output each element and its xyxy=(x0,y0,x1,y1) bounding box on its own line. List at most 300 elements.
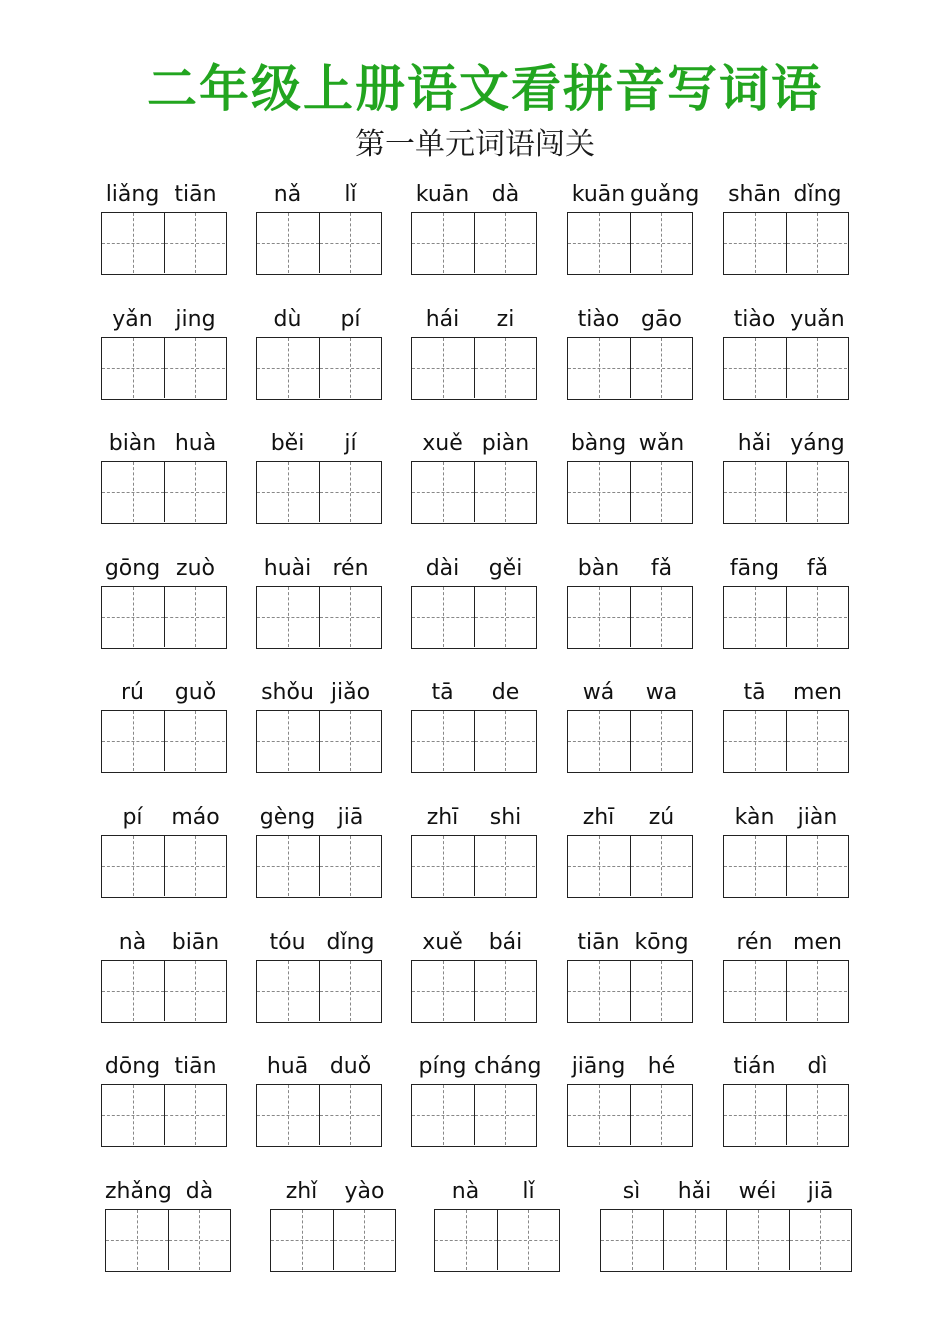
writing-cell[interactable] xyxy=(724,836,787,896)
writing-cell[interactable] xyxy=(102,711,165,771)
pinyin-label: kuān xyxy=(571,182,626,207)
pinyin-label: hǎi xyxy=(677,1178,712,1204)
writing-boxes xyxy=(567,835,693,898)
writing-boxes xyxy=(256,461,382,524)
pinyin-label: zi xyxy=(496,306,515,332)
pinyin-label: dǐng xyxy=(793,182,842,207)
word-item xyxy=(567,1052,693,1147)
word-item xyxy=(101,1052,227,1147)
writing-cell[interactable] xyxy=(724,961,787,1021)
word-item xyxy=(723,180,849,275)
pinyin-label: xuě xyxy=(422,929,463,955)
pinyin-label: biàn xyxy=(108,431,157,457)
word-item xyxy=(723,429,849,524)
writing-boxes xyxy=(256,337,382,400)
pinyin-label: yuǎn xyxy=(790,306,845,332)
word-item xyxy=(411,678,537,773)
word-item xyxy=(256,554,382,649)
pinyin-row xyxy=(723,1052,849,1082)
pinyin-label: shi xyxy=(489,805,522,830)
pinyin-label: zhī xyxy=(582,805,615,830)
pinyin-row xyxy=(256,678,382,708)
pinyin-label: bái xyxy=(488,929,523,955)
pinyin-label: zú xyxy=(648,805,675,830)
pinyin-label: duǒ xyxy=(329,1054,372,1080)
writing-cell[interactable] xyxy=(257,836,320,896)
writing-cell[interactable] xyxy=(787,213,847,273)
writing-cell[interactable] xyxy=(724,587,787,647)
writing-cell[interactable] xyxy=(165,836,225,896)
writing-boxes xyxy=(256,710,382,773)
pinyin-label: kuān xyxy=(415,182,470,207)
pinyin-label: gāo xyxy=(641,306,682,332)
writing-boxes xyxy=(723,1084,849,1147)
writing-cell[interactable] xyxy=(320,1085,380,1145)
writing-boxes xyxy=(411,586,537,649)
pinyin-label: gěi xyxy=(488,555,523,581)
writing-cell[interactable] xyxy=(787,587,847,647)
writing-boxes xyxy=(411,461,537,524)
pinyin-row xyxy=(600,1177,852,1207)
writing-boxes xyxy=(567,212,693,275)
pinyin-row xyxy=(411,554,537,584)
pinyin-label: nà xyxy=(118,929,147,955)
writing-cell[interactable] xyxy=(664,1210,727,1270)
word-item xyxy=(256,180,382,275)
word-item xyxy=(567,678,693,773)
word-item xyxy=(567,554,693,649)
writing-cell[interactable] xyxy=(631,338,691,398)
writing-boxes xyxy=(256,835,382,898)
pinyin-label: běi xyxy=(270,431,305,457)
writing-cell[interactable] xyxy=(169,1210,229,1270)
pinyin-label: tiān xyxy=(174,182,217,207)
writing-boxes xyxy=(411,960,537,1023)
word-item xyxy=(101,803,227,898)
word-item xyxy=(723,554,849,649)
pinyin-label: gōng xyxy=(104,555,161,581)
word-item xyxy=(256,678,382,773)
pinyin-label: rén xyxy=(332,555,369,581)
writing-cell[interactable] xyxy=(475,338,535,398)
writing-cell[interactable] xyxy=(787,1085,847,1145)
writing-boxes xyxy=(411,835,537,898)
word-item xyxy=(600,1177,852,1272)
writing-boxes xyxy=(600,1209,852,1272)
word-item xyxy=(723,1052,849,1147)
pinyin-row xyxy=(411,1052,542,1082)
pinyin-row xyxy=(256,928,382,958)
writing-cell[interactable] xyxy=(165,338,225,398)
pinyin-row xyxy=(567,429,693,459)
pinyin-row xyxy=(411,928,537,958)
pinyin-label: fāng xyxy=(729,555,780,581)
writing-cell[interactable] xyxy=(102,961,165,1021)
pinyin-label: jí xyxy=(344,431,357,457)
pinyin-row xyxy=(256,554,382,584)
writing-cell[interactable] xyxy=(787,836,847,896)
writing-cell[interactable] xyxy=(320,338,380,398)
pinyin-label: wá xyxy=(582,680,615,706)
pinyin-label: jing xyxy=(175,306,216,332)
pinyin-label: guǎng xyxy=(630,182,700,207)
word-item xyxy=(101,180,227,275)
writing-cell[interactable] xyxy=(475,1085,535,1145)
writing-boxes xyxy=(567,461,693,524)
writing-cell[interactable] xyxy=(568,587,631,647)
pinyin-row xyxy=(567,554,693,584)
pinyin-row xyxy=(101,429,227,459)
pinyin-label: tiào xyxy=(733,306,776,332)
pinyin-row xyxy=(567,928,693,958)
pinyin-label: guǒ xyxy=(174,680,217,706)
writing-cell[interactable] xyxy=(165,961,225,1021)
writing-cell[interactable] xyxy=(257,1085,320,1145)
pinyin-label: yào xyxy=(344,1178,385,1204)
writing-boxes xyxy=(723,337,849,400)
writing-cell[interactable] xyxy=(724,1085,787,1145)
writing-boxes xyxy=(256,212,382,275)
word-item xyxy=(434,1177,560,1272)
pinyin-label: máo xyxy=(171,805,220,830)
writing-cell[interactable] xyxy=(412,961,475,1021)
pinyin-row xyxy=(101,554,227,584)
writing-cell[interactable] xyxy=(102,836,165,896)
pinyin-label: lǐ xyxy=(344,182,357,207)
pinyin-row xyxy=(567,305,693,335)
writing-cell[interactable] xyxy=(568,338,631,398)
writing-cell[interactable] xyxy=(631,711,691,771)
pinyin-label: jiā xyxy=(807,1178,834,1204)
pinyin-label: dài xyxy=(425,555,460,581)
writing-boxes xyxy=(723,960,849,1023)
writing-cell[interactable] xyxy=(568,1085,631,1145)
writing-cell[interactable] xyxy=(412,711,475,771)
pinyin-row xyxy=(411,429,537,459)
word-item xyxy=(411,928,537,1023)
writing-cell[interactable] xyxy=(334,1210,394,1270)
pinyin-label: bàn xyxy=(577,555,620,581)
word-item xyxy=(723,678,849,773)
pinyin-label: kàn xyxy=(734,805,775,830)
page-subtitle: 第一单元词语闯关 xyxy=(355,127,595,162)
word-item xyxy=(270,1177,396,1272)
pinyin-label: tiào xyxy=(577,306,620,332)
pinyin-row xyxy=(101,803,227,833)
pinyin-row xyxy=(256,429,382,459)
pinyin-row xyxy=(567,678,693,708)
writing-boxes xyxy=(101,1084,227,1147)
writing-cell[interactable] xyxy=(412,587,475,647)
pinyin-row xyxy=(256,305,382,335)
pinyin-label: hǎi xyxy=(737,431,772,457)
pinyin-label: tā xyxy=(431,680,454,706)
word-item xyxy=(101,928,227,1023)
word-item xyxy=(723,305,849,400)
writing-boxes xyxy=(101,337,227,400)
pinyin-row xyxy=(567,803,693,833)
writing-cell[interactable] xyxy=(787,338,847,398)
writing-cell[interactable] xyxy=(568,213,631,273)
pinyin-label: rú xyxy=(121,680,144,706)
word-item xyxy=(256,305,382,400)
word-item xyxy=(723,928,849,1023)
writing-cell[interactable] xyxy=(412,213,475,273)
writing-boxes xyxy=(256,1084,382,1147)
pinyin-label: jiā xyxy=(337,805,364,830)
pinyin-label: cháng xyxy=(474,1054,542,1080)
writing-cell[interactable] xyxy=(787,961,847,1021)
writing-boxes xyxy=(411,1084,537,1147)
writing-cell[interactable] xyxy=(102,587,165,647)
page-title: 二年级上册语文看拼音写词语 xyxy=(147,60,823,118)
pinyin-label: dà xyxy=(185,1178,214,1204)
writing-cell[interactable] xyxy=(787,462,847,522)
pinyin-label: tián xyxy=(733,1054,776,1080)
writing-cell[interactable] xyxy=(568,711,631,771)
word-item xyxy=(411,1052,542,1147)
pinyin-label: dǐng xyxy=(326,929,375,955)
pinyin-label: bàng xyxy=(570,431,627,457)
pinyin-label: zhī xyxy=(426,805,459,830)
word-item xyxy=(101,678,227,773)
writing-boxes xyxy=(567,586,693,649)
pinyin-row xyxy=(105,1177,231,1207)
writing-cell[interactable] xyxy=(475,836,535,896)
writing-cell[interactable] xyxy=(475,213,535,273)
pinyin-label: dì xyxy=(807,1054,828,1080)
pinyin-label: hé xyxy=(647,1054,676,1080)
writing-cell[interactable] xyxy=(631,462,691,522)
writing-boxes xyxy=(723,586,849,649)
writing-boxes xyxy=(411,710,537,773)
pinyin-row xyxy=(101,180,227,210)
word-item xyxy=(567,803,693,898)
word-item xyxy=(411,429,537,524)
word-item xyxy=(256,429,382,524)
writing-cell[interactable] xyxy=(724,213,787,273)
writing-cell[interactable] xyxy=(790,1210,850,1270)
writing-boxes xyxy=(723,212,849,275)
word-item xyxy=(256,1052,382,1147)
word-item xyxy=(256,928,382,1023)
word-item xyxy=(411,305,537,400)
pinyin-row xyxy=(411,305,537,335)
writing-cell[interactable] xyxy=(631,587,691,647)
pinyin-label: tā xyxy=(743,680,766,706)
writing-cell[interactable] xyxy=(165,1085,225,1145)
writing-cell[interactable] xyxy=(412,462,475,522)
word-item xyxy=(411,554,537,649)
word-item xyxy=(256,803,382,898)
writing-cell[interactable] xyxy=(106,1210,169,1270)
writing-cell[interactable] xyxy=(165,587,225,647)
pinyin-label: jiàn xyxy=(797,805,838,830)
word-item xyxy=(411,180,537,275)
pinyin-label: tóu xyxy=(269,929,306,955)
pinyin-row xyxy=(101,678,227,708)
pinyin-row xyxy=(723,305,849,335)
pinyin-label: píng xyxy=(418,1054,467,1080)
writing-cell[interactable] xyxy=(102,462,165,522)
writing-cell[interactable] xyxy=(257,213,320,273)
word-item xyxy=(567,180,700,275)
writing-cell[interactable] xyxy=(320,213,380,273)
writing-boxes xyxy=(270,1209,396,1272)
pinyin-label: huài xyxy=(263,555,312,581)
writing-boxes xyxy=(101,586,227,649)
writing-cell[interactable] xyxy=(568,836,631,896)
writing-boxes xyxy=(101,710,227,773)
pinyin-label: kōng xyxy=(634,929,689,955)
writing-cell[interactable] xyxy=(412,836,475,896)
pinyin-label: sì xyxy=(622,1178,641,1204)
writing-boxes xyxy=(723,461,849,524)
pinyin-label: shān xyxy=(728,182,781,207)
writing-cell[interactable] xyxy=(257,462,320,522)
pinyin-row xyxy=(723,803,849,833)
writing-boxes xyxy=(105,1209,231,1272)
word-item xyxy=(567,928,693,1023)
writing-boxes xyxy=(723,710,849,773)
writing-cell[interactable] xyxy=(787,711,847,771)
word-item xyxy=(567,429,693,524)
pinyin-label: yáng xyxy=(790,431,845,457)
pinyin-label: wǎn xyxy=(638,431,685,457)
pinyin-label: zhǐ xyxy=(285,1178,318,1204)
pinyin-label: liǎng xyxy=(105,182,160,207)
pinyin-label: de xyxy=(491,680,520,706)
writing-cell[interactable] xyxy=(165,711,225,771)
writing-cell[interactable] xyxy=(102,338,165,398)
writing-boxes xyxy=(101,960,227,1023)
writing-cell[interactable] xyxy=(257,711,320,771)
pinyin-row xyxy=(723,180,849,210)
writing-cell[interactable] xyxy=(724,711,787,771)
pinyin-label: jiǎo xyxy=(330,680,371,706)
writing-cell[interactable] xyxy=(631,1085,691,1145)
pinyin-row xyxy=(256,180,382,210)
writing-cell[interactable] xyxy=(320,961,380,1021)
writing-boxes xyxy=(101,461,227,524)
writing-cell[interactable] xyxy=(257,338,320,398)
pinyin-row xyxy=(270,1177,396,1207)
word-item xyxy=(411,803,537,898)
writing-cell[interactable] xyxy=(631,213,691,273)
pinyin-label: pí xyxy=(122,805,143,830)
writing-cell[interactable] xyxy=(631,961,691,1021)
writing-cell[interactable] xyxy=(601,1210,664,1270)
writing-cell[interactable] xyxy=(475,587,535,647)
pinyin-label: tiān xyxy=(577,929,620,955)
writing-cell[interactable] xyxy=(257,961,320,1021)
writing-boxes xyxy=(567,1084,693,1147)
writing-cell[interactable] xyxy=(257,587,320,647)
writing-cell[interactable] xyxy=(412,1085,475,1145)
pinyin-label: pí xyxy=(340,306,361,332)
pinyin-label: dù xyxy=(273,306,302,332)
writing-cell[interactable] xyxy=(475,462,535,522)
pinyin-label: fǎ xyxy=(806,555,829,581)
writing-cell[interactable] xyxy=(631,836,691,896)
writing-cell[interactable] xyxy=(320,836,380,896)
writing-boxes xyxy=(434,1209,560,1272)
pinyin-label: wa xyxy=(645,680,678,706)
writing-cell[interactable] xyxy=(568,462,631,522)
pinyin-label: huà xyxy=(174,431,217,457)
writing-cell[interactable] xyxy=(412,338,475,398)
pinyin-label: hái xyxy=(425,306,460,332)
pinyin-label: lǐ xyxy=(522,1178,535,1204)
writing-cell[interactable] xyxy=(102,1085,165,1145)
writing-boxes xyxy=(256,960,382,1023)
writing-cell[interactable] xyxy=(320,711,380,771)
writing-cell[interactable] xyxy=(727,1210,790,1270)
pinyin-label: zhǎng xyxy=(105,1178,172,1204)
pinyin-row xyxy=(567,1052,693,1082)
pinyin-label: men xyxy=(793,680,842,706)
writing-cell[interactable] xyxy=(568,961,631,1021)
pinyin-label: dà xyxy=(491,182,520,207)
pinyin-label: zuò xyxy=(176,555,215,581)
word-item xyxy=(101,554,227,649)
word-item xyxy=(101,305,227,400)
pinyin-row xyxy=(101,1052,227,1082)
pinyin-label: nà xyxy=(451,1178,480,1204)
pinyin-label: huā xyxy=(266,1054,309,1080)
pinyin-label: xuě xyxy=(422,431,463,457)
writing-boxes xyxy=(567,710,693,773)
writing-cell[interactable] xyxy=(724,338,787,398)
pinyin-label: wéi xyxy=(738,1178,777,1204)
writing-boxes xyxy=(256,586,382,649)
word-item xyxy=(567,305,693,400)
writing-boxes xyxy=(567,960,693,1023)
writing-cell[interactable] xyxy=(435,1210,498,1270)
writing-cell[interactable] xyxy=(165,462,225,522)
writing-cell[interactable] xyxy=(102,213,165,273)
writing-cell[interactable] xyxy=(271,1210,334,1270)
pinyin-label: shǒu xyxy=(261,680,314,706)
writing-boxes xyxy=(411,337,537,400)
pinyin-row xyxy=(411,678,537,708)
pinyin-row xyxy=(101,928,227,958)
pinyin-row xyxy=(567,180,700,210)
writing-boxes xyxy=(723,835,849,898)
word-item xyxy=(723,803,849,898)
pinyin-label: biān xyxy=(171,929,220,955)
pinyin-row xyxy=(723,429,849,459)
writing-cell[interactable] xyxy=(165,213,225,273)
pinyin-label: dōng xyxy=(104,1054,161,1080)
pinyin-label: tiān xyxy=(174,1054,217,1080)
writing-cell[interactable] xyxy=(724,462,787,522)
writing-cell[interactable] xyxy=(320,587,380,647)
pinyin-row xyxy=(723,928,849,958)
writing-boxes xyxy=(411,212,537,275)
writing-cell[interactable] xyxy=(475,711,535,771)
pinyin-label: yǎn xyxy=(112,306,153,332)
pinyin-row xyxy=(411,803,537,833)
writing-cell[interactable] xyxy=(498,1210,558,1270)
pinyin-row xyxy=(723,554,849,584)
pinyin-label: fǎ xyxy=(650,555,673,581)
pinyin-label: nǎ xyxy=(273,182,302,207)
writing-boxes xyxy=(101,835,227,898)
pinyin-label: gèng xyxy=(259,805,316,830)
writing-cell[interactable] xyxy=(475,961,535,1021)
writing-cell[interactable] xyxy=(320,462,380,522)
